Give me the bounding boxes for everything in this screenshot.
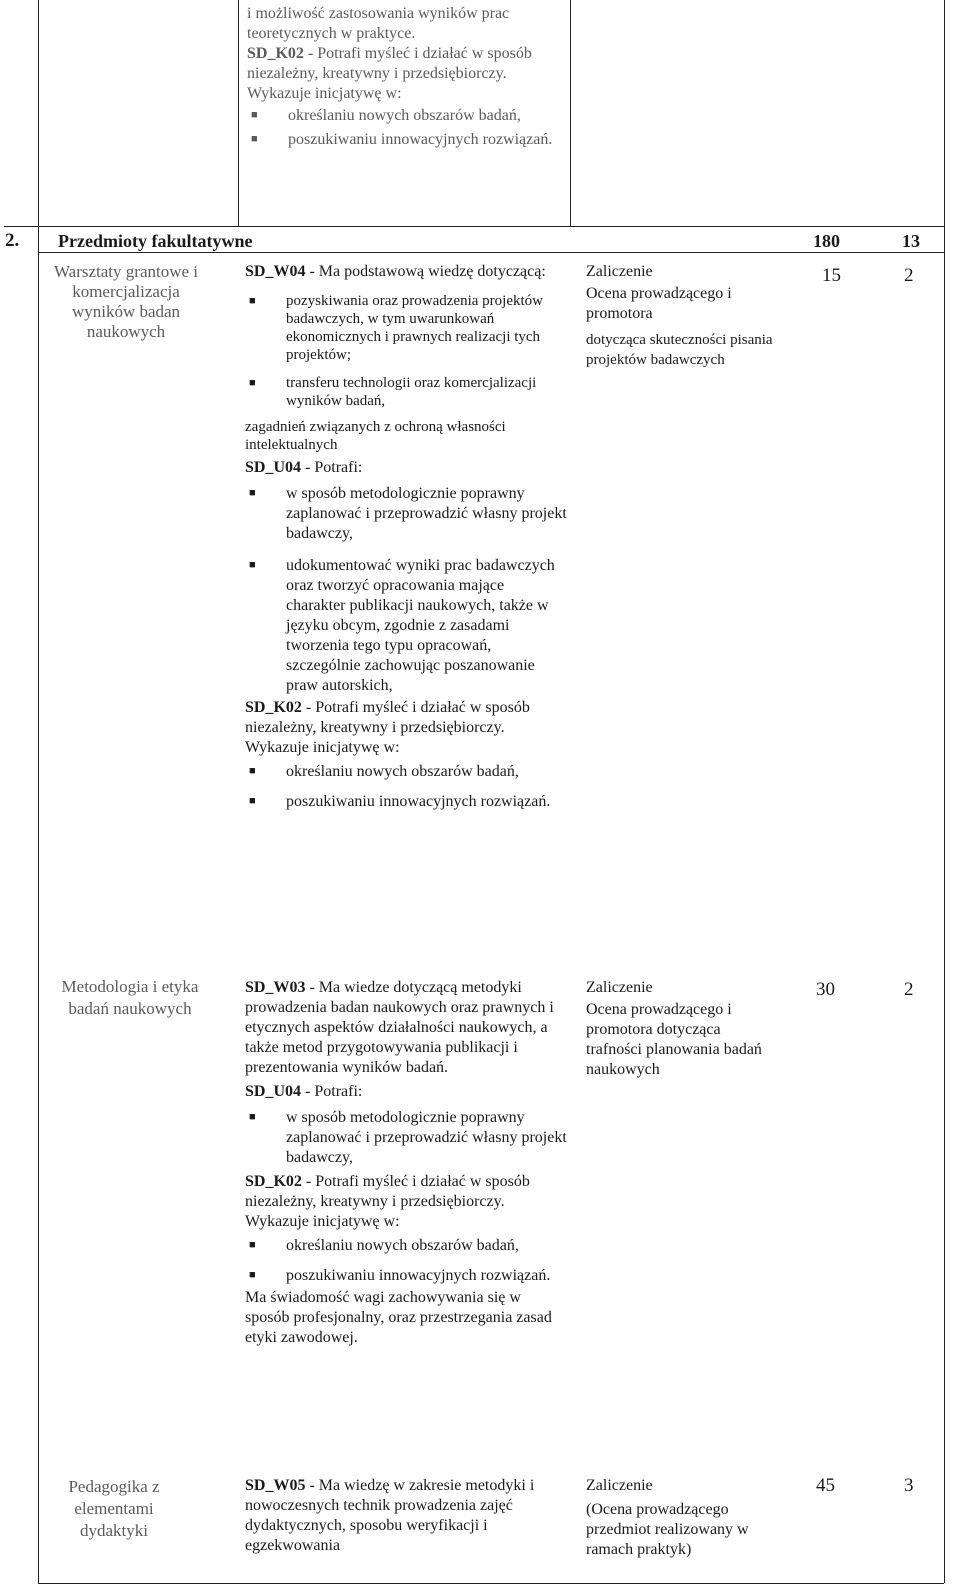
table-rule-section-top [4,226,944,227]
row2-k-tail: Ma świadomość wagi zachowywania się w sposób profesjonalny, oraz przestrzegania zasad etyki zawodowej. [245,1289,552,1346]
bullet-square-icon: ■ [251,133,258,145]
row2-assess-1: Zaliczenie [586,979,653,996]
row2-k: SD_K02 - Potrafi myśleć i działać w sposób niezależny, kreatywny i przedsiębiorczy. [245,1173,530,1210]
section-ects: 13 [902,231,920,251]
row3-hours: 45 [816,1475,835,1496]
top-bullet-2: ■ poszukiwaniu innowacyjnych rozwiązań. [251,131,553,148]
row3-assessment [586,1476,776,1560]
top-bullet-1: ■ określaniu nowych obszarów badań, [251,107,521,124]
table-border-col2 [238,0,239,226]
section-title: Przedmioty fakultatywne [58,231,253,251]
row1-k-bullet-1: ■ określaniu nowych obszarów badań, [249,763,519,780]
row2-assessment [586,978,778,1080]
row1-w-tail: zagadnień związanych z ochroną własności intelektualnych [245,419,506,453]
bullet-square-icon: ■ [249,559,256,571]
row1-outcomes [245,262,567,812]
row1-subject-name: Warsztaty grantowe i komercjalizacja wyników badan naukowych [53,262,199,341]
row2-hours: 30 [816,979,835,1000]
row1-k-wykazuje: Wykazuje inicjatywę w: [245,739,400,756]
row2-ects: 2 [904,979,914,1000]
row2-subject-name: Metodologia i etyka badań naukowych [61,977,199,1018]
bullet-square-icon: ■ [249,295,256,307]
row2-assess-2: Ocena prowadzącego i promotora dotycząca trafności planowania badań naukowych [586,1001,762,1078]
bullet-square-icon: ■ [249,795,256,807]
row1-assessment [586,262,776,370]
row3-assess-1: Zaliczenie [586,1477,653,1494]
row3-subject-name: Pedagogika z elementami dydaktyki [68,1477,160,1540]
table-border-left [38,0,39,1583]
top-continuation-text [247,4,565,150]
row1-hours: 15 [822,265,841,286]
row3-w: SD_W05 - Ma wiedzę w zakresie metodyki i nowoczesnych technik prowadzenia zajęć dydaktycznych, sposobu weryfikacji i egzekwowania [245,1477,535,1554]
row3-outcomes [245,1476,567,1556]
section-number: 2. [5,230,20,251]
row3-ects: 3 [904,1475,914,1496]
top-line-1: i możliwość zastosowania wyników prac [247,5,510,22]
section-hours: 180 [813,231,840,251]
row2-outcomes [245,978,567,1348]
table-border-right [944,0,945,1583]
row1-ects: 2 [904,265,914,286]
bullet-square-icon: ■ [249,765,256,777]
row3-assess-2: (Ocena prowadzącego przedmiot realizowany w ramach praktyk) [586,1501,749,1558]
row2-w: SD_W03 - Ma wiedze dotyczącą metodyki prowadzenia badan naukowych oraz prawnych i etycznych aspektów działalności naukowych, a także metod przygotowywania publikacji i prezentowania wyników badań. [245,979,554,1076]
row1-assess-1: Zaliczenie [586,263,653,280]
row2-u: SD_U04 - Potrafi: [245,1083,363,1100]
row2-k-wykazuje: Wykazuje inicjatywę w: [245,1213,400,1230]
row1-u-bullet-2: ■ udokumentować wyniki prac badawczych oraz tworzyć opracowania mające charakter publikacji naukowych, także w języku obcym, zgodnie z zasadami tworzenia tego typu opracowań, szczególnie zachowując poszanowanie praw autorskich, [249,557,555,694]
bullet-square-icon: ■ [249,1111,256,1123]
row1-w: SD_W04 - Ma podstawową wiedzę dotyczącą: [245,263,546,280]
row1-assess-2: Ocena prowadzącego i promotora [586,285,732,322]
bullet-square-icon: ■ [249,1269,256,1281]
row2-k-bullet-1: ■ określaniu nowych obszarów badań, [249,1237,519,1254]
row1-w-bullet-1: ■ pozyskiwania oraz prowadzenia projektów badawczych, w tym uwarunkowań ekonomicznych i prawnych realizacji tych projektów; [249,293,543,363]
row1-k: SD_K02 - Potrafi myśleć i działać w sposób niezależny, kreatywny i przedsiębiorczy. [245,699,530,736]
bullet-square-icon: ■ [251,109,258,121]
row2-k-bullet-2: ■ poszukiwaniu innowacyjnych rozwiązań. [249,1267,551,1284]
bullet-square-icon: ■ [249,377,256,389]
row1-assess-3: dotycząca skuteczności pisania projektów badawczych [586,332,773,368]
row1-u-bullet-1: ■ w sposób metodologicznie poprawny zaplanować i przeprowadzić własny projekt badawczy, [249,485,567,542]
bullet-square-icon: ■ [249,487,256,499]
row1-k-bullet-2: ■ poszukiwaniu innowacyjnych rozwiązań. [249,793,551,810]
top-k02-text: - Potrafi myśleć i działać w sposób niezależny, kreatywny i przedsiębiorczy. [247,45,532,82]
table-border-col3 [570,0,571,226]
top-k02 [247,44,565,84]
row1-w-bullet-2: ■ transferu technologii oraz komercjalizacji wyników badań, [249,375,537,409]
row2-u-bullet-1: ■ w sposób metodologicznie poprawny zaplanować i przeprowadzić własny projekt badawczy, [249,1109,567,1166]
bullet-square-icon: ■ [249,1239,256,1251]
top-k02-code: SD_K02 [247,45,304,62]
row1-u: SD_U04 - Potrafi: [245,459,363,476]
top-wykazuje: Wykazuje inicjatywę w: [247,85,402,102]
top-line-2: teoretycznych w praktyce. [247,25,416,42]
table-rule-section-bottom [38,252,944,253]
